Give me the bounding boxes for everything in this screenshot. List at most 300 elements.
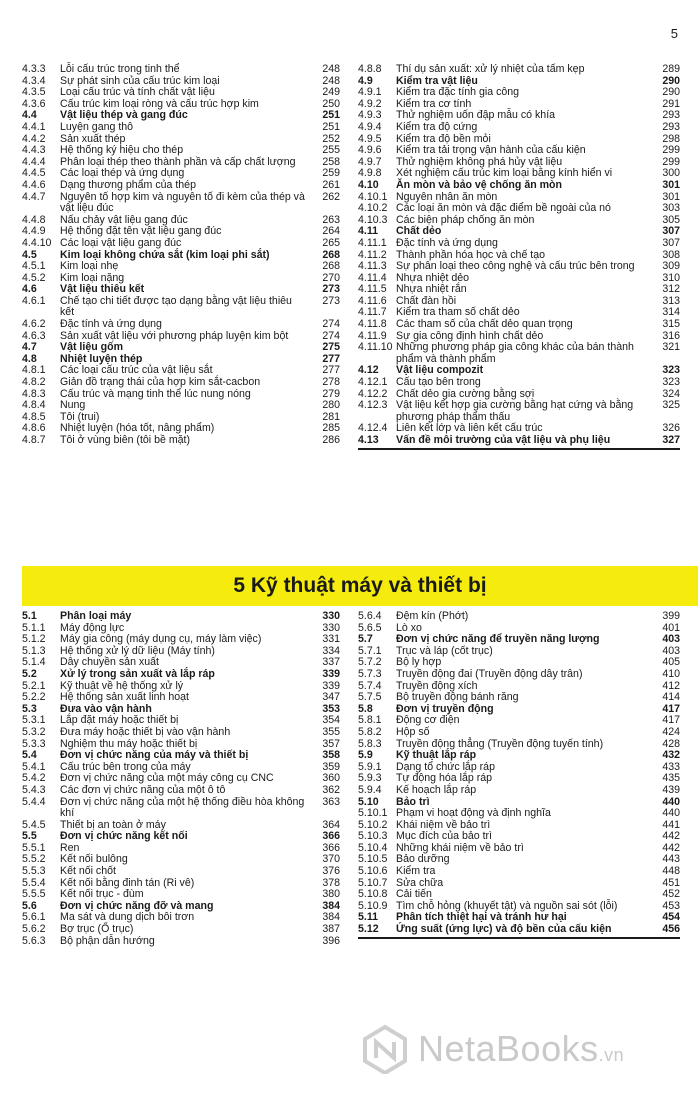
toc-entry-number: 4.7 bbox=[22, 341, 37, 354]
toc-entry-page: 290 bbox=[662, 74, 680, 87]
toc-entry-title: Các loại thép và ứng dụng bbox=[60, 167, 185, 180]
toc-entry-title: Đơn vị chức năng của một hệ thống điều hòa không khí bbox=[60, 795, 305, 820]
toc-entry-number: 5.5.4 bbox=[22, 876, 46, 889]
toc-entry-page: 273 bbox=[322, 294, 340, 307]
toc-entry-title: Thành phần hóa học và chế tạo bbox=[396, 248, 546, 261]
toc-entry-page: 440 bbox=[662, 807, 680, 820]
toc-entry-number: 5.11 bbox=[358, 911, 379, 924]
toc-entry-page: 273 bbox=[322, 283, 340, 296]
toc-entry-number: 4.9.4 bbox=[358, 120, 382, 133]
toc-entry-page: 357 bbox=[322, 737, 340, 750]
toc-entry-title: Tìm chỗ hỏng (khuyết tật) và nguồn sai sót (lỗi) bbox=[396, 899, 618, 912]
toc-entry-number: 5.7.4 bbox=[358, 679, 382, 692]
toc-entry-title: Máy động lực bbox=[60, 621, 125, 634]
toc-entry-number: 4.11.6 bbox=[358, 294, 387, 307]
toc-entry-title: Chất dẻo bbox=[396, 225, 442, 238]
toc-entry-number: 5.9.4 bbox=[358, 783, 382, 796]
toc-entry-page: 405 bbox=[662, 656, 680, 669]
toc-entry-number: 4.9.1 bbox=[358, 86, 382, 99]
toc-entry-page: 262 bbox=[322, 190, 340, 203]
toc-entry-title: Đơn vị chức năng để truyền năng lượng bbox=[396, 633, 600, 646]
toc-entry-number: 4.9.3 bbox=[358, 109, 382, 122]
toc-entry-title: Cải tiến bbox=[396, 888, 432, 901]
toc-entry-page: 362 bbox=[322, 783, 340, 796]
toc-entry-title: Đệm kín (Phớt) bbox=[396, 610, 469, 622]
toc-entry bbox=[22, 435, 340, 447]
toc-entry-number: 5.10 bbox=[358, 795, 379, 808]
toc-entry-title: Đơn vị chức năng kết nối bbox=[60, 830, 188, 843]
toc-entry-title: Nung bbox=[60, 399, 86, 412]
toc-entry-page: 326 bbox=[662, 422, 680, 435]
toc-entry-title: Truyền động xích bbox=[396, 679, 478, 692]
toc-entry-number: 4.9.8 bbox=[358, 167, 382, 180]
toc-entry-page: 270 bbox=[322, 271, 340, 284]
toc-entry-number: 4.6.2 bbox=[22, 318, 46, 331]
toc-entry-page: 277 bbox=[322, 364, 340, 377]
toc-entry bbox=[22, 122, 340, 134]
toc-entry-page: 258 bbox=[322, 155, 340, 168]
toc-entry-number: 4.4.6 bbox=[22, 178, 46, 191]
toc-entry-number: 5.8.3 bbox=[358, 737, 382, 750]
toc-entry bbox=[22, 296, 340, 319]
toc-entry-page: 353 bbox=[322, 702, 340, 715]
column-rule bbox=[358, 937, 680, 939]
toc-entry-title: Thiết bị an toàn ở máy bbox=[60, 818, 166, 831]
toc-entry-title: Thử nghiệm uốn đập mẫu có khía bbox=[396, 109, 556, 122]
toc-entry-page: 250 bbox=[322, 97, 340, 110]
toc-entry-page: 363 bbox=[322, 795, 340, 808]
toc-entry-title: Sản xuất vật liệu với phương pháp luyện kim bột bbox=[60, 329, 289, 342]
toc-entry bbox=[22, 785, 340, 797]
toc-entry-page: 291 bbox=[662, 97, 680, 110]
toc-entry-page: 370 bbox=[322, 853, 340, 866]
toc-entry-page: 325 bbox=[662, 399, 680, 412]
toc-entry-page: 300 bbox=[662, 167, 680, 180]
toc-entry-number: 4.11 bbox=[358, 225, 379, 238]
toc-entry-title: Xét nghiệm cấu trúc kim loại bằng kính hiển vi bbox=[396, 167, 613, 180]
toc-entry-page: 364 bbox=[322, 818, 340, 831]
toc-entry-title: Sự gia công định hình chất dẻo bbox=[396, 329, 544, 342]
toc-entry-number: 4.3.4 bbox=[22, 74, 46, 87]
chapter-title: 5 Kỹ thuật máy và thiết bị bbox=[233, 574, 487, 597]
toc-entry-number: 4.4.2 bbox=[22, 132, 46, 145]
toc-entry-title: Lỗi cấu trúc trong tinh thể bbox=[60, 63, 180, 75]
toc-entry-page: 403 bbox=[662, 644, 680, 657]
toc-entry-number: 5.6.5 bbox=[358, 621, 382, 634]
toc-entry-number: 4.6.3 bbox=[22, 329, 46, 342]
toc-entry-title: Hệ thống ký hiệu cho thép bbox=[60, 144, 184, 157]
toc-entry-title: Hệ thống sản xuất linh hoạt bbox=[60, 691, 189, 704]
toc-entry-page: 384 bbox=[322, 899, 340, 912]
toc-entry-title: Tôi ở vùng biên (tôi bề mặt) bbox=[60, 434, 191, 446]
toc-entry-page: 293 bbox=[662, 109, 680, 122]
toc-entry-title: Mục đích của bảo trì bbox=[396, 830, 492, 843]
toc-entry-page: 301 bbox=[662, 190, 680, 203]
toc-entry-page: 424 bbox=[662, 725, 680, 738]
toc-entry bbox=[22, 192, 340, 215]
toc-entry-number: 4.5.1 bbox=[22, 260, 46, 273]
toc-entry-number: 4.11.4 bbox=[358, 271, 387, 284]
toc-entry-title: Các đơn vị chức năng của một ô tô bbox=[60, 783, 226, 796]
toc-entry-page: 417 bbox=[662, 702, 680, 715]
toc-entry-number: 4.9.2 bbox=[358, 97, 382, 110]
toc-entry-page: 358 bbox=[322, 749, 340, 762]
toc-entry-title: Sản xuất thép bbox=[60, 132, 126, 145]
toc-entry-page: 384 bbox=[322, 911, 340, 924]
toc-entry-title: Nhựa nhiệt rắn bbox=[396, 283, 467, 296]
toc-entry-title: Ứng suất (ứng lực) và độ bền của cấu kiện bbox=[396, 923, 612, 936]
toc-entry-number: 4.9.5 bbox=[358, 132, 382, 145]
toc-entry-title: Động cơ điện bbox=[396, 714, 460, 727]
toc-entry bbox=[22, 727, 340, 739]
toc-entry-page: 290 bbox=[662, 86, 680, 99]
toc-entry-title: Đơn vị chức năng của một máy công cụ CNC bbox=[60, 772, 274, 785]
toc-entry-number: 5.7 bbox=[358, 633, 373, 646]
toc-entry-title: Kiểm tra độ cứng bbox=[396, 120, 478, 133]
toc-entry-page: 417 bbox=[662, 714, 680, 727]
toc-entry-title: Chế tạo chi tiết được tạo dạng bằng vật liệu thiêu kết bbox=[60, 294, 292, 319]
page-number: 5 bbox=[670, 26, 678, 41]
toc-entry-number: 4.10 bbox=[358, 178, 379, 191]
toc-entry bbox=[22, 64, 340, 76]
toc-entry-page: 280 bbox=[322, 399, 340, 412]
toc-entry-page: 433 bbox=[662, 760, 680, 773]
toc-entry-page: 334 bbox=[322, 644, 340, 657]
toc-entry-number: 5.4.4 bbox=[22, 795, 46, 808]
toc-entry-title: Cấu trúc và mạng tinh thể lúc nung nóng bbox=[60, 387, 251, 400]
toc-entry-number: 5.4.3 bbox=[22, 783, 46, 796]
toc-entry-page: 360 bbox=[322, 772, 340, 785]
toc-entry bbox=[22, 866, 340, 878]
toc-entry-page: 281 bbox=[322, 410, 340, 423]
toc-entry-page: 387 bbox=[322, 923, 340, 936]
toc-entry-page: 264 bbox=[322, 225, 340, 238]
toc-entry-number: 5.10.1 bbox=[358, 807, 388, 820]
toc-entry-number: 4.11.7 bbox=[358, 306, 387, 319]
toc-entry-number: 5.9 bbox=[358, 749, 373, 762]
toc-entry-number: 4.8.2 bbox=[22, 376, 46, 389]
toc-entry-page: 440 bbox=[662, 795, 680, 808]
toc-entry-title: Đặc tính và ứng dụng bbox=[396, 236, 498, 249]
toc-entry-title: Các tham số của chất dẻo quan trọng bbox=[396, 318, 573, 331]
toc-entry-number: 4.9 bbox=[358, 74, 373, 87]
toc-entry-title: Kỹ thuật về hệ thống xử lý bbox=[60, 679, 184, 692]
toc-top-left-column bbox=[22, 64, 340, 447]
toc-entry bbox=[358, 669, 680, 681]
toc-entry-number: 5.10.7 bbox=[358, 876, 388, 889]
toc-entry-page: 315 bbox=[662, 318, 680, 331]
toc-entry bbox=[22, 797, 340, 820]
toc-entry-number: 5.3.1 bbox=[22, 714, 46, 727]
toc-entry bbox=[22, 238, 340, 250]
toc-entry-page: 263 bbox=[322, 213, 340, 226]
toc-entry-page: 403 bbox=[662, 633, 680, 646]
toc-entry-title: Nguyên nhân ăn mòn bbox=[396, 190, 498, 203]
toc-entry bbox=[358, 611, 680, 623]
toc-entry-number: 5.2.1 bbox=[22, 679, 46, 692]
toc-entry-title: Bộ truyền động bánh răng bbox=[396, 691, 519, 704]
toc-entry bbox=[22, 936, 340, 948]
toc-entry-title: Các biện pháp chống ăn mòn bbox=[396, 213, 535, 226]
column-rule bbox=[358, 448, 680, 450]
toc-entry-number: 5.9.3 bbox=[358, 772, 382, 785]
toc-entry-number: 4.11.2 bbox=[358, 248, 387, 261]
toc-entry-page: 442 bbox=[662, 841, 680, 854]
toc-entry-page: 298 bbox=[662, 132, 680, 145]
toc-entry-number: 4.8.3 bbox=[22, 387, 46, 400]
toc-entry-title: Vật liệu kết hợp gia cường bằng hạt cứng và bằng phương pháp thẩm thấu bbox=[396, 399, 634, 423]
toc-entry-page: 359 bbox=[322, 760, 340, 773]
toc-section-entry bbox=[22, 611, 340, 623]
toc-entry bbox=[358, 145, 680, 157]
toc-entry-title: Kiểm tra độ bền mỏi bbox=[396, 132, 491, 145]
toc-entry-page: 309 bbox=[662, 260, 680, 273]
toc-entry-title: Nhiệt luyện thép bbox=[60, 352, 143, 365]
toc-entry-page: 286 bbox=[322, 434, 340, 446]
toc-entry-page: 255 bbox=[322, 144, 340, 157]
toc-entry-title: Bảo dưỡng bbox=[396, 853, 450, 866]
toc-entry-number: 4.3.5 bbox=[22, 86, 46, 99]
toc-entry-number: 4.9.6 bbox=[358, 144, 382, 157]
toc-entry-number: 4.12.2 bbox=[358, 387, 388, 400]
toc-entry-number: 4.6 bbox=[22, 283, 37, 296]
watermark-suffix: .vn bbox=[598, 1045, 625, 1065]
toc-entry-page: 327 bbox=[662, 434, 680, 446]
toc-entry-number: 5.7.5 bbox=[358, 691, 382, 704]
toc-entry-number: 4.4.10 bbox=[22, 236, 52, 249]
toc-entry-title: Loại cấu trúc và tính chất vật liệu bbox=[60, 86, 215, 99]
toc-section-entry bbox=[22, 750, 340, 762]
toc-entry-title: Kiểm tra đặc tính gia công bbox=[396, 86, 520, 99]
toc-entry-number: 4.9.7 bbox=[358, 155, 382, 168]
toc-entry-title: Phân loại thép theo thành phần và cấp chất lượng bbox=[60, 155, 296, 168]
toc-entry-page: 448 bbox=[662, 865, 680, 878]
toc-entry-number: 5.1 bbox=[22, 610, 37, 622]
toc-top-right-column bbox=[358, 64, 680, 447]
toc-entry-number: 5.4.1 bbox=[22, 760, 46, 773]
toc-entry-page: 316 bbox=[662, 329, 680, 342]
toc-entry-title: Nhiệt luyện (hóa tốt, nâng phẩm) bbox=[60, 422, 215, 435]
toc-entry-page: 293 bbox=[662, 120, 680, 133]
toc-entry-page: 378 bbox=[322, 876, 340, 889]
toc-entry-page: 401 bbox=[662, 621, 680, 634]
toc-entry bbox=[358, 377, 680, 389]
toc-entry-page: 289 bbox=[662, 63, 680, 75]
chapter-banner bbox=[22, 566, 698, 606]
toc-entry-title: Cấu trúc bên trong của máy bbox=[60, 760, 191, 773]
toc-entry-page: 339 bbox=[322, 667, 340, 680]
toc-entry-number: 5.7.1 bbox=[358, 644, 382, 657]
toc-section-entry bbox=[358, 750, 680, 762]
toc-entry-title: Cấu tạo bên trong bbox=[396, 376, 481, 389]
toc-entry-number: 4.11.5 bbox=[358, 283, 387, 296]
toc-entry-page: 248 bbox=[322, 63, 340, 75]
toc-entry-page: 454 bbox=[662, 911, 680, 924]
toc-entry-page: 275 bbox=[322, 341, 340, 354]
toc-entry bbox=[22, 145, 340, 157]
toc-entry bbox=[358, 785, 680, 797]
toc-entry-title: Cấu trúc kim loại ròng và cấu trúc hợp kim bbox=[60, 97, 259, 110]
toc-entry-page: 285 bbox=[322, 422, 340, 435]
toc-entry-title: Phân tích thiệt hại và tránh hư hại bbox=[396, 911, 567, 924]
toc-entry-page: 432 bbox=[662, 749, 680, 762]
toc-entry-title: Kết nối trục - đùm bbox=[60, 888, 144, 901]
toc-entry-number: 4.4 bbox=[22, 109, 37, 122]
toc-entry-number: 5.2 bbox=[22, 667, 37, 680]
toc-entry-page: 307 bbox=[662, 236, 680, 249]
toc-entry-page: 261 bbox=[322, 178, 340, 191]
toc-entry-number: 4.8 bbox=[22, 352, 37, 365]
toc-entry-number: 5.10.3 bbox=[358, 830, 388, 843]
toc-entry bbox=[358, 342, 680, 365]
toc-entry-page: 248 bbox=[322, 74, 340, 87]
toc-entry-title: Các loại vật liệu gang đúc bbox=[60, 236, 182, 249]
toc-entry-page: 412 bbox=[662, 679, 680, 692]
toc-entry-page: 339 bbox=[322, 679, 340, 692]
watermark bbox=[360, 1020, 690, 1080]
toc-entry-title: Vật liệu thép và gang đúc bbox=[60, 109, 188, 122]
toc-entry-title: Tự động hóa lắp ráp bbox=[396, 772, 493, 785]
toc-entry-number: 5.3.3 bbox=[22, 737, 46, 750]
toc-entry-title: Vật liệu thiêu kết bbox=[60, 283, 145, 296]
toc-entry-number: 4.12.3 bbox=[358, 399, 388, 412]
toc-entry-title: Truyền động thẳng (Truyền động tuyến tính) bbox=[396, 737, 604, 750]
toc-entry-number: 5.6.4 bbox=[358, 610, 382, 622]
toc-entry-number: 5.6.3 bbox=[22, 934, 46, 947]
toc-entry-page: 299 bbox=[662, 144, 680, 157]
toc-section-entry bbox=[358, 435, 680, 447]
toc-entry-page: 305 bbox=[662, 213, 680, 226]
toc-entry-title: Nấu chảy vật liệu gang đúc bbox=[60, 213, 188, 226]
toc-entry-page: 330 bbox=[322, 610, 340, 622]
toc-entry-title: Đơn vị truyền động bbox=[396, 702, 494, 715]
toc-entry-page: 366 bbox=[322, 841, 340, 854]
toc-entry-number: 5.10.2 bbox=[358, 818, 388, 831]
toc-entry-page: 268 bbox=[322, 248, 340, 261]
toc-entry bbox=[22, 377, 340, 389]
toc-entry-title: Lò xo bbox=[396, 621, 422, 634]
toc-entry-number: 5.10.8 bbox=[358, 888, 388, 901]
toc-entry-number: 4.8.1 bbox=[22, 364, 46, 377]
toc-entry-page: 274 bbox=[322, 318, 340, 331]
toc-entry-number: 4.8.8 bbox=[358, 63, 382, 75]
toc-entry-title: Kim loại nặng bbox=[60, 271, 125, 284]
toc-entry-page: 307 bbox=[662, 225, 680, 238]
toc-entry-page: 303 bbox=[662, 202, 680, 215]
toc-entry-number: 5.10.5 bbox=[358, 853, 388, 866]
toc-entry-page: 331 bbox=[322, 633, 340, 646]
toc-entry-number: 5.1.4 bbox=[22, 656, 46, 669]
toc-entry-title: Các loại cấu trúc của vật liệu sắt bbox=[60, 364, 213, 377]
toc-entry-title: Giản đồ trạng thái của hợp kim sắt-cacbon bbox=[60, 376, 261, 389]
toc-entry-page: 313 bbox=[662, 294, 680, 307]
toc-entry-page: 259 bbox=[322, 167, 340, 180]
toc-entry-number: 5.6.2 bbox=[22, 923, 46, 936]
toc-entry-page: 308 bbox=[662, 248, 680, 261]
toc-entry-page: 452 bbox=[662, 888, 680, 901]
toc-entry-title: Ma sát và dung dịch bôi trơn bbox=[60, 911, 195, 924]
toc-entry-page: 380 bbox=[322, 888, 340, 901]
toc-entry-title: Kiểm tra bbox=[396, 865, 436, 878]
toc-entry-page: 278 bbox=[322, 376, 340, 389]
toc-entry-page: 376 bbox=[322, 865, 340, 878]
toc-entry-page: 299 bbox=[662, 155, 680, 168]
toc-entry-number: 4.3.3 bbox=[22, 63, 46, 75]
toc-entry-title: Dây chuyền sản xuất bbox=[60, 656, 159, 669]
toc-entry-page: 312 bbox=[662, 283, 680, 296]
toc-entry-title: Kim loại nhẹ bbox=[60, 260, 119, 273]
toc-entry-title: Nghiệm thu máy hoặc thiết bị bbox=[60, 737, 198, 750]
toc-entry-number: 4.3.6 bbox=[22, 97, 46, 110]
toc-entry bbox=[22, 692, 340, 704]
toc-entry-number: 5.5.1 bbox=[22, 841, 46, 854]
toc-entry-title: Đưa máy hoặc thiết bị vào vận hành bbox=[60, 725, 231, 738]
toc-entry-title: Truyền động đai (Truyền động dây trân) bbox=[396, 667, 583, 680]
toc-entry-page: 410 bbox=[662, 667, 680, 680]
toc-section-entry bbox=[358, 180, 680, 192]
toc-entry bbox=[358, 64, 680, 76]
toc-entry-page: 435 bbox=[662, 772, 680, 785]
toc-entry-page: 330 bbox=[322, 621, 340, 634]
toc-entry-number: 4.11.8 bbox=[358, 318, 387, 331]
toc-entry-number: 4.10.3 bbox=[358, 213, 388, 226]
toc-entry-number: 4.8.4 bbox=[22, 399, 46, 412]
toc-entry-number: 4.4.8 bbox=[22, 213, 46, 226]
toc-entry-page: 252 bbox=[322, 132, 340, 145]
toc-entry-title: Các loại ăn mòn và đặc điểm bề ngoài của nó bbox=[396, 202, 611, 215]
toc-entry-number: 4.12.1 bbox=[358, 376, 388, 389]
toc-entry-number: 5.8.2 bbox=[358, 725, 382, 738]
toc-entry-title: Dạng thương phẩm của thép bbox=[60, 178, 196, 191]
toc-entry-page: 456 bbox=[662, 923, 680, 936]
toc-entry-page: 414 bbox=[662, 691, 680, 704]
toc-entry-page: 274 bbox=[322, 329, 340, 342]
toc-entry bbox=[358, 261, 680, 273]
toc-entry-page: 442 bbox=[662, 830, 680, 843]
toc-entry-title: Thí dụ sản xuất: xử lý nhiệt của tấm kẹp bbox=[396, 63, 585, 75]
toc-entry-title: Những khái niệm về bảo trì bbox=[396, 841, 524, 854]
toc-entry-number: 4.4.4 bbox=[22, 155, 46, 168]
toc-entry-title: Kim loại không chứa sắt (kim loại phi sắt) bbox=[60, 248, 270, 261]
toc-entry-title: Kết nối chốt bbox=[60, 865, 116, 878]
toc-entry-number: 5.8 bbox=[358, 702, 373, 715]
toc-entry-title: Hệ thống xử lý dữ liệu (Máy tính) bbox=[60, 644, 215, 657]
toc-entry-page: 366 bbox=[322, 830, 340, 843]
toc-entry-page: 354 bbox=[322, 714, 340, 727]
toc-entry-title: Sửa chữa bbox=[396, 876, 444, 889]
toc-entry-number: 5.4 bbox=[22, 749, 37, 762]
toc-entry-page: 347 bbox=[322, 691, 340, 704]
toc-entry-page: 396 bbox=[322, 934, 340, 947]
toc-entry-page: 310 bbox=[662, 271, 680, 284]
toc-entry-page: 443 bbox=[662, 853, 680, 866]
toc-entry-page: 399 bbox=[662, 610, 680, 622]
toc-entry-title: Bợ trục (Ổ trục) bbox=[60, 923, 134, 936]
toc-entry-page: 268 bbox=[322, 260, 340, 273]
toc-section-entry bbox=[22, 669, 340, 681]
toc-entry-number: 4.8.6 bbox=[22, 422, 46, 435]
toc-entry bbox=[22, 180, 340, 192]
toc-entry-number: 5.7.3 bbox=[358, 667, 382, 680]
toc-entry-page: 251 bbox=[322, 120, 340, 133]
toc-entry-number: 5.10.6 bbox=[358, 865, 388, 878]
toc-entry-page: 428 bbox=[662, 737, 680, 750]
toc-entry-title: Xử lý trong sản xuất và lắp ráp bbox=[60, 667, 215, 680]
toc-entry-title: Ăn mòn và bảo vệ chống ăn mòn bbox=[396, 178, 562, 191]
toc-entry-number: 5.5.5 bbox=[22, 888, 46, 901]
toc-entry-number: 5.3.2 bbox=[22, 725, 46, 738]
toc-entry-number: 4.6.1 bbox=[22, 294, 46, 307]
